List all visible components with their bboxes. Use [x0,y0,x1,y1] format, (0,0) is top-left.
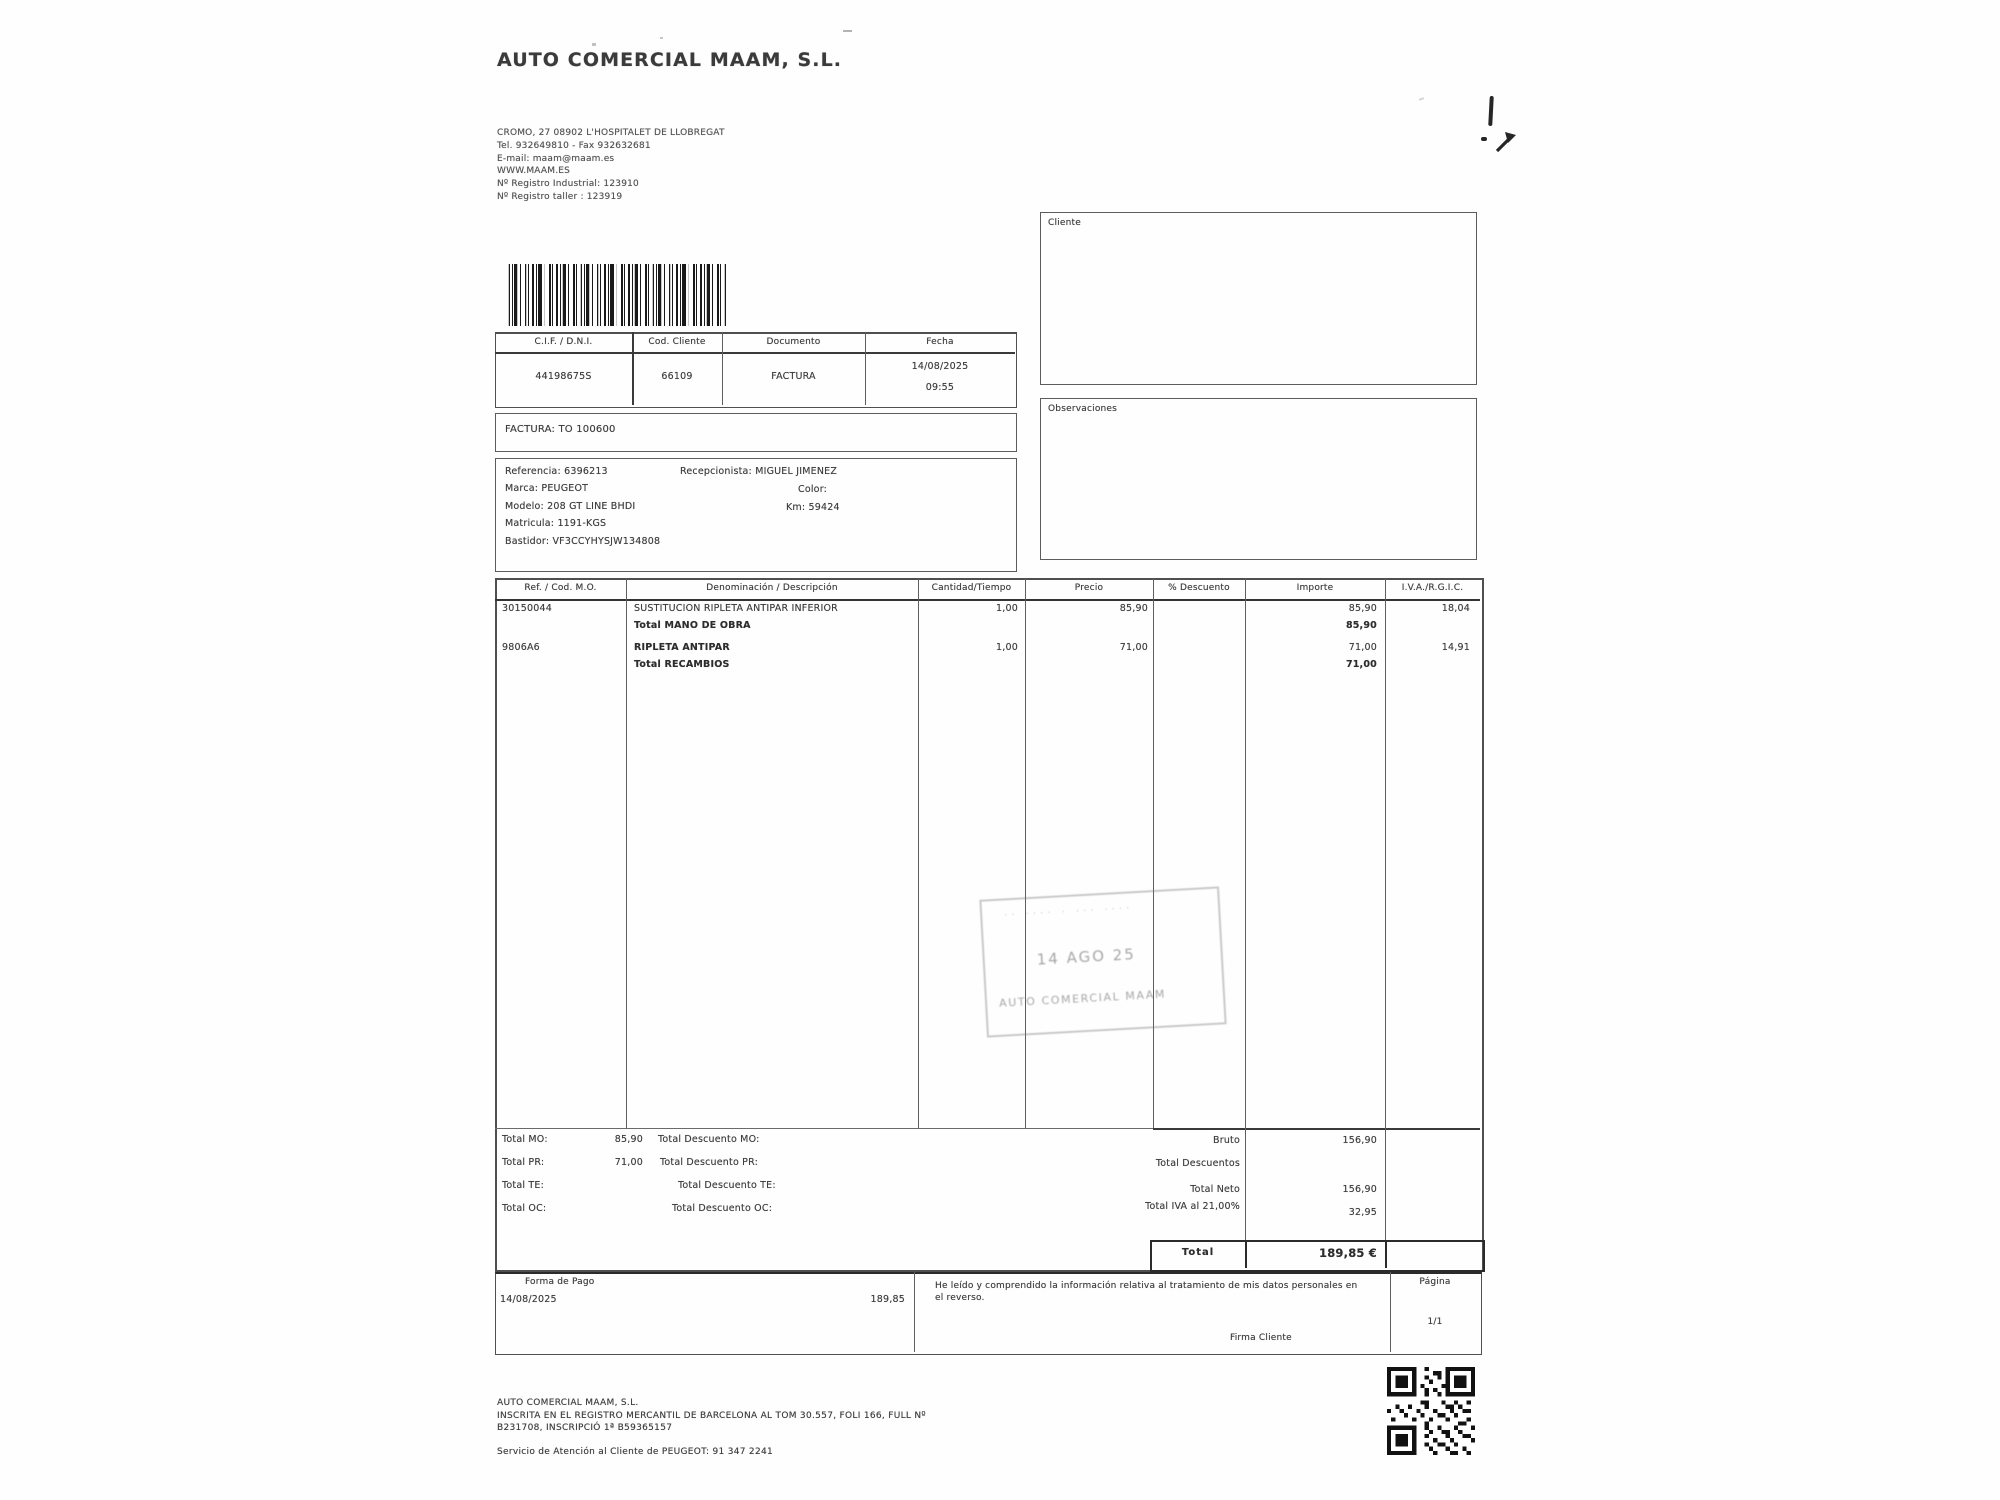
scan-speck [843,30,852,32]
item-code: 30150044 [502,603,552,614]
cod-cliente-value: 66109 [661,371,693,382]
grand-total-label: Total [1181,1247,1215,1258]
referencia-value: 6396213 [564,466,608,477]
total-descuento-oc-label: Total Descuento OC: [672,1203,773,1214]
item-price: 85,90 [1119,603,1148,614]
bastidor-label: Bastidor: [505,536,550,547]
item-amount: 85,90 [1348,603,1377,614]
total-oc-label: Total OC: [502,1203,547,1214]
payment-amount: 189,85 [870,1294,905,1305]
subtotal-label: Total RECAMBIOS [634,659,730,670]
total-iva-label: Total IVA al 21,00% [1145,1201,1240,1212]
total-pr-label: Total PR: [502,1157,545,1168]
payment-date: 14/08/2025 [500,1294,557,1305]
fecha-value: 14/08/2025 [911,361,969,372]
matricula-label: Matricula: [505,518,555,529]
item-code: 9806A6 [502,642,540,653]
bruto-label: Bruto [1213,1135,1240,1146]
item-qty: 1,00 [996,642,1018,653]
referencia-label: Referencia: [505,466,561,477]
vehicle-matricula [505,518,606,530]
vehicle-km [786,502,840,514]
scan-speck [1419,97,1424,101]
total-iva-value: 32,95 [1348,1207,1377,1218]
stamp-noise: ·· ···· · ··· ···· [1003,903,1134,922]
cif-value: 44198675S [535,371,592,382]
stamp-name: AUTO COMERCIAL MAAM [998,987,1167,1010]
subtotal-amount: 71,00 [1345,659,1377,670]
recepcionista-value: MIGUEL JIMENEZ [755,466,838,477]
item-description: SUSTITUCION RIPLETA ANTIPAR INFERIOR [634,603,838,614]
qr-code [1385,1367,1477,1455]
cliente-panel-label: Cliente [1048,218,1081,228]
items-header-iva: I.V.A./R.G.I.C. [1401,583,1464,593]
firma-cliente-label: Firma Cliente [1230,1333,1292,1343]
stamp-date: 14 AGO 25 [1036,945,1137,969]
vehicle-referencia [505,466,608,478]
total-descuentos-label: Total Descuentos [1155,1158,1240,1169]
total-descuento-pr-label: Total Descuento PR: [660,1157,759,1168]
address-line: E-mail: maam@maam.es [497,153,615,164]
observaciones-panel-label: Observaciones [1048,404,1118,414]
scan-speck [592,43,596,46]
vehicle-marca [505,483,588,495]
items-header-precio: Precio [1074,583,1104,593]
total-mo-label: Total MO: [502,1134,548,1145]
items-header-descuento: % Descuento [1168,583,1230,593]
km-label: Km: [786,502,806,513]
bruto-value: 156,90 [1342,1135,1377,1146]
subtotal-amount: 85,90 [1345,620,1377,631]
scan-speck [660,37,663,39]
km-value: 59424 [808,502,840,513]
vehicle-recepcionista [680,466,837,478]
item-amount: 71,00 [1348,642,1377,653]
total-descuento-mo-label: Total Descuento MO: [658,1134,760,1145]
item-qty: 1,00 [996,603,1018,614]
marca-value: PEUGEOT [541,483,589,494]
company-name: AUTO COMERCIAL MAAM, S.L. [497,49,843,71]
forma-pago-label: Forma de Pago [525,1277,595,1287]
address-line: Nº Registro taller : 123919 [497,191,623,202]
footer-customer-service: Servicio de Atención al Cliente de PEUGEOT: 91 347 2241 [497,1447,774,1457]
subtotal-label: Total MANO DE OBRA [634,620,751,631]
footer-company: AUTO COMERCIAL MAAM, S.L. [497,1398,639,1408]
grand-total-value: 189,85 € [1319,1246,1377,1260]
documento-value: FACTURA [771,371,816,382]
pagina-value: 1/1 [1427,1317,1443,1327]
item-price: 71,00 [1119,642,1148,653]
footer-registry-1: INSCRITA EN EL REGISTRO MERCANTIL DE BARCELONA AL TOM 30.557, FOLI 166, FULL Nº [497,1411,926,1421]
address-line: Nº Registro Industrial: 123910 [497,179,639,190]
items-header-denominacion: Denominación / Descripción [706,583,838,593]
doc-col-header-cif: C.I.F. / D.N.I. [534,337,593,347]
pen-mark [1481,137,1487,141]
total-neto-value: 156,90 [1342,1184,1377,1195]
color-label: Color: [798,484,828,495]
barcode-icon [508,264,726,326]
doc-col-header-documento: Documento [766,337,821,347]
company-website: WWW.MAAM.ES [497,166,571,177]
cliente-panel [1040,212,1477,385]
items-header-ref: Ref. / Cod. M.O. [524,583,597,593]
item-iva: 18,04 [1441,603,1470,614]
total-neto-label: Total Neto [1190,1184,1240,1195]
total-pr-value: 71,00 [614,1157,643,1168]
address-line: CROMO, 27 08902 L'HOSPITALET DE LLOBREGAT [497,128,725,138]
bastidor-value: VF3CCYHYSJW134808 [552,536,661,547]
modelo-label: Modelo: [505,501,544,512]
total-te-label: Total TE: [502,1180,545,1191]
vehicle-color [798,484,827,496]
items-header-importe: Importe [1296,583,1334,593]
item-iva: 14,91 [1441,642,1470,653]
items-header-cantidad: Cantidad/Tiempo [931,583,1012,593]
recepcionista-label: Recepcionista: [680,466,752,477]
modelo-value: 208 GT LINE BHDI [547,501,636,512]
vehicle-bastidor [505,536,660,548]
pen-mark [1488,96,1494,126]
marca-label: Marca: [505,483,539,494]
privacy-disclaimer: He leído y comprendido la información relativa al tratamiento de mis datos personales en el reverso. [935,1281,1358,1303]
factura-ref: FACTURA: TO 100600 [505,424,616,435]
vehicle-modelo [505,501,635,513]
rubber-stamp [979,886,1226,1037]
hora-value: 09:55 [925,382,955,393]
pagina-label: Página [1419,1277,1451,1287]
observaciones-panel [1040,398,1477,560]
doc-col-header-fecha: Fecha [926,337,954,347]
footer-registry-2: B231708, INSCRIPCIÓ 1ª B59365157 [497,1423,673,1433]
pen-arrow-mark [1494,128,1520,154]
item-description: RIPLETA ANTIPAR [634,642,730,653]
address-line: Tel. 932649810 - Fax 932632681 [497,140,651,151]
qr-code-icon [1385,1367,1477,1455]
company-address-block [497,127,725,204]
matricula-value: 1191-KGS [557,518,607,529]
doc-col-header-cod-cliente: Cod. Cliente [648,337,706,347]
total-descuento-te-label: Total Descuento TE: [678,1180,776,1191]
total-mo-value: 85,90 [614,1134,643,1145]
